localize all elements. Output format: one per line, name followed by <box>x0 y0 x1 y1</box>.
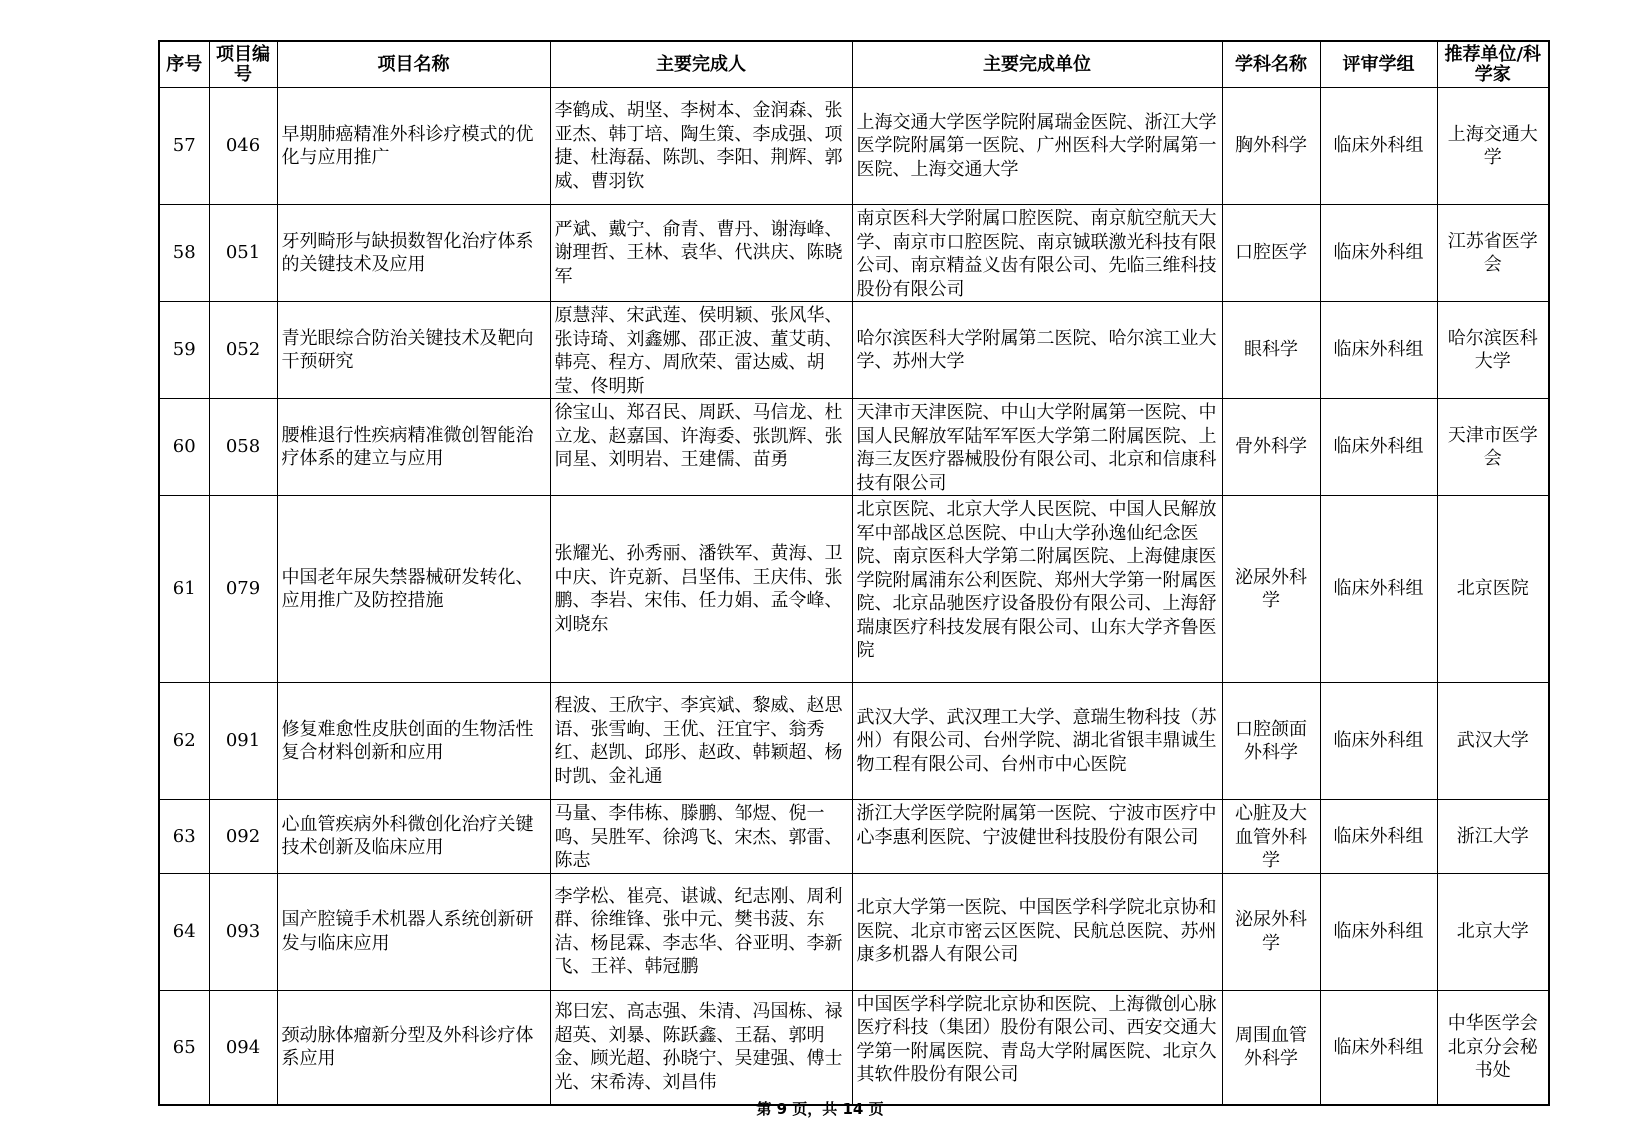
cell-project-code: 052 <box>209 302 277 399</box>
award-table-page <box>158 40 1550 1106</box>
cell-project-name: 腰椎退行性疾病精准微创智能治疗体系的建立与应用 <box>277 399 550 496</box>
header-project-name: 项目名称 <box>277 41 550 88</box>
cell-review-group: 临床外科组 <box>1320 496 1437 683</box>
header-project-code: 项目编号 <box>209 41 277 88</box>
cell-main-contributors: 严斌、戴宁、俞青、曹丹、谢海峰、谢理哲、王林、袁华、代洪庆、陈晓军 <box>550 205 852 302</box>
cell-project-code: 094 <box>209 990 277 1105</box>
cell-serial-number: 60 <box>159 399 209 496</box>
cell-recommender: 北京大学 <box>1437 873 1549 990</box>
cell-subject-name: 心脏及大血管外科学 <box>1222 800 1320 874</box>
cell-subject-name: 泌尿外科学 <box>1222 873 1320 990</box>
cell-recommender: 中华医学会北京分会秘书处 <box>1437 990 1549 1105</box>
cell-review-group: 临床外科组 <box>1320 990 1437 1105</box>
header-review-group: 评审学组 <box>1320 41 1437 88</box>
cell-main-contributors: 原慧萍、宋武莲、侯明颖、张风华、张诗琦、刘鑫娜、邵正波、董艾萌、韩亮、程方、周欣荣、雷达威、胡莹、佟明斯 <box>550 302 852 399</box>
cell-main-contributors: 张耀光、孙秀丽、潘铁军、黄海、卫中庆、许克新、吕坚伟、王庆伟、张鹏、李岩、宋伟、任力娟、孟令峰、刘晓东 <box>550 496 852 683</box>
cell-project-name: 早期肺癌精准外科诊疗模式的优化与应用推广 <box>277 88 550 205</box>
cell-project-code: 093 <box>209 873 277 990</box>
cell-subject-name: 胸外科学 <box>1222 88 1320 205</box>
cell-project-name: 颈动脉体瘤新分型及外科诊疗体系应用 <box>277 990 550 1105</box>
cell-subject-name: 口腔颌面外科学 <box>1222 683 1320 800</box>
cell-main-units: 上海交通大学医学院附属瑞金医院、浙江大学医学院附属第一医院、广州医科大学附属第一医院、上海交通大学 <box>852 88 1222 205</box>
cell-main-units: 哈尔滨医科大学附属第二医院、哈尔滨工业大学、苏州大学 <box>852 302 1222 399</box>
cell-main-units: 中国医学科学院北京协和医院、上海微创心脉医疗科技（集团）股份有限公司、西安交通大学第一附属医院、青岛大学附属医院、北京久其软件股份有限公司 <box>852 990 1222 1105</box>
cell-serial-number: 63 <box>159 800 209 874</box>
table-row <box>159 800 1549 874</box>
cell-main-contributors: 李学松、崔亮、谌诚、纪志刚、周利群、徐维锋、张中元、樊书菠、东洁、杨昆霖、李志华、谷亚明、李新飞、王祥、韩冠鹏 <box>550 873 852 990</box>
cell-recommender: 上海交通大学 <box>1437 88 1549 205</box>
cell-subject-name: 周围血管外科学 <box>1222 990 1320 1105</box>
cell-review-group: 临床外科组 <box>1320 873 1437 990</box>
cell-serial-number: 62 <box>159 683 209 800</box>
cell-serial-number: 61 <box>159 496 209 683</box>
table-body <box>159 88 1549 1106</box>
cell-recommender: 江苏省医学会 <box>1437 205 1549 302</box>
cell-project-name: 修复难愈性皮肤创面的生物活性复合材料创新和应用 <box>277 683 550 800</box>
table-row <box>159 205 1549 302</box>
cell-review-group: 临床外科组 <box>1320 683 1437 800</box>
table-header-row <box>159 41 1549 88</box>
header-recommender: 推荐单位/科学家 <box>1437 41 1549 88</box>
cell-main-units: 浙江大学医学院附属第一医院、宁波市医疗中心李惠利医院、宁波健世科技股份有限公司 <box>852 800 1222 874</box>
header-subject-name: 学科名称 <box>1222 41 1320 88</box>
cell-recommender: 北京医院 <box>1437 496 1549 683</box>
cell-project-code: 091 <box>209 683 277 800</box>
cell-main-contributors: 郑曰宏、高志强、朱清、冯国栋、禄超英、刘暴、陈跃鑫、王磊、郭明金、顾光超、孙晓宁、吴建强、傅士光、宋希涛、刘昌伟 <box>550 990 852 1105</box>
table-row <box>159 683 1549 800</box>
table-row <box>159 302 1549 399</box>
cell-recommender: 天津市医学会 <box>1437 399 1549 496</box>
cell-main-units: 南京医科大学附属口腔医院、南京航空航天大学、南京市口腔医院、南京铖联激光科技有限公司、南京精益义齿有限公司、先临三维科技股份有限公司 <box>852 205 1222 302</box>
table-row <box>159 399 1549 496</box>
header-main-units: 主要完成单位 <box>852 41 1222 88</box>
cell-review-group: 临床外科组 <box>1320 205 1437 302</box>
table-row <box>159 496 1549 683</box>
cell-main-contributors: 程波、王欣宇、李宾斌、黎威、赵思语、张雪峋、王优、汪宜宇、翁秀红、赵凯、邱彤、赵政、韩颖超、杨时凯、金礼通 <box>550 683 852 800</box>
cell-project-code: 058 <box>209 399 277 496</box>
cell-review-group: 临床外科组 <box>1320 302 1437 399</box>
cell-main-units: 天津市天津医院、中山大学附属第一医院、中国人民解放军陆军军医大学第二附属医院、上海三友医疗器械股份有限公司、北京和信康科技有限公司 <box>852 399 1222 496</box>
header-serial-number: 序号 <box>159 41 209 88</box>
cell-main-units: 武汉大学、武汉理工大学、意瑞生物科技（苏州）有限公司、台州学院、湖北省银丰鼎诚生物工程有限公司、台州市中心医院 <box>852 683 1222 800</box>
cell-serial-number: 58 <box>159 205 209 302</box>
cell-main-units: 北京大学第一医院、中国医学科学院北京协和医院、北京市密云区医院、民航总医院、苏州康多机器人有限公司 <box>852 873 1222 990</box>
cell-review-group: 临床外科组 <box>1320 800 1437 874</box>
cell-serial-number: 59 <box>159 302 209 399</box>
cell-recommender: 浙江大学 <box>1437 800 1549 874</box>
cell-main-contributors: 马量、李伟栋、滕鹏、邹煜、倪一鸣、吴胜军、徐鸿飞、宋杰、郭雷、陈志 <box>550 800 852 874</box>
cell-main-contributors: 李鹤成、胡坚、李树本、金润森、张亚杰、韩丁培、陶生策、李成强、项捷、杜海磊、陈凯、李阳、荆辉、郭威、曹羽钦 <box>550 88 852 205</box>
cell-project-name: 青光眼综合防治关键技术及靶向干预研究 <box>277 302 550 399</box>
cell-project-code: 046 <box>209 88 277 205</box>
cell-serial-number: 57 <box>159 88 209 205</box>
table-row <box>159 88 1549 205</box>
cell-project-name: 中国老年尿失禁器械研发转化、应用推广及防控措施 <box>277 496 550 683</box>
cell-subject-name: 骨外科学 <box>1222 399 1320 496</box>
cell-review-group: 临床外科组 <box>1320 88 1437 205</box>
cell-subject-name: 口腔医学 <box>1222 205 1320 302</box>
cell-project-name: 牙列畸形与缺损数智化治疗体系的关键技术及应用 <box>277 205 550 302</box>
cell-project-code: 051 <box>209 205 277 302</box>
cell-project-name: 心血管疾病外科微创化治疗关键技术创新及临床应用 <box>277 800 550 874</box>
cell-subject-name: 眼科学 <box>1222 302 1320 399</box>
header-main-contributors: 主要完成人 <box>550 41 852 88</box>
cell-subject-name: 泌尿外科学 <box>1222 496 1320 683</box>
cell-serial-number: 64 <box>159 873 209 990</box>
cell-main-contributors: 徐宝山、郑召民、周跃、马信龙、杜立龙、赵嘉国、许海委、张凯辉、张同星、刘明岩、王建儒、苗勇 <box>550 399 852 496</box>
cell-main-units: 北京医院、北京大学人民医院、中国人民解放军中部战区总医院、中山大学孙逸仙纪念医院、南京医科大学第二附属医院、上海健康医学院附属浦东公利医院、郑州大学第一附属医院、北京品驰医疗设备股份有限公司、上海舒瑞康医疗科技发展有限公司、山东大学齐鲁医院 <box>852 496 1222 683</box>
page-number-footer: 第 9 页，共 14 页 <box>756 1100 884 1118</box>
cell-recommender: 哈尔滨医科大学 <box>1437 302 1549 399</box>
cell-review-group: 临床外科组 <box>1320 399 1437 496</box>
table-row <box>159 990 1549 1105</box>
cell-project-name: 国产腔镜手术机器人系统创新研发与临床应用 <box>277 873 550 990</box>
award-projects-table <box>158 40 1550 1106</box>
cell-project-code: 092 <box>209 800 277 874</box>
cell-project-code: 079 <box>209 496 277 683</box>
cell-recommender: 武汉大学 <box>1437 683 1549 800</box>
table-row <box>159 873 1549 990</box>
cell-serial-number: 65 <box>159 990 209 1105</box>
